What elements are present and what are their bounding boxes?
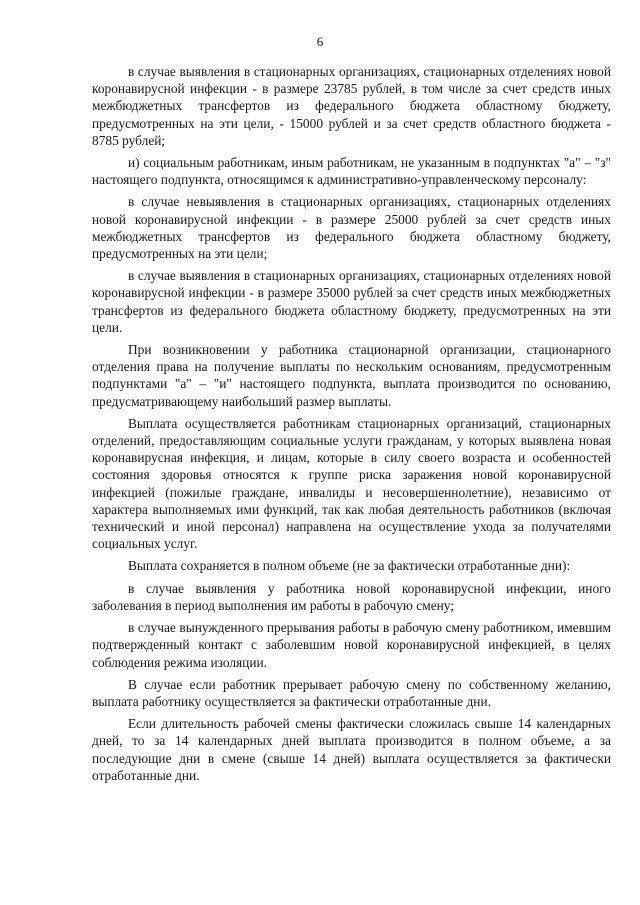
paragraph: в случае выявления у работника новой коронавирусной инфекции, иного заболевания в период выполнения им работы в рабочую смену; [92,580,611,613]
document-body [92,63,611,784]
paragraph: В случае если работник прерывает рабочую смену по собственному желанию, выплата работнику осуществляется за фактически отработанные дни. [92,676,611,709]
paragraph: в случае невыявления в стационарных организациях, стационарных отделениях новой коронавирусной инфекции - в размере 25000 рублей за счет средств иных межбюджетных трансфертов из федерального бюджета областному бюджету, предусмотренных на эти цели; [92,194,611,262]
paragraph: Выплата сохраняется в полном объеме (не за фактически отработанные дни): [128,558,571,574]
page-number: 6 [316,34,324,49]
paragraph: Если длительность рабочей смены фактически сложилась свыше 14 календарных дней, то за 14 календарных дней выплата производится в полном объеме, а за последующие дни в смене (свыше 14 дней) выплата осуществляется за фактически отработанные дни. [92,716,611,783]
paragraph: Выплата осуществляется работникам стационарных организаций, стационарных отделений, предоставляющим социальные услуги гражданам, у которых выявлена новая коронавирусная инфекция, и лицам, которые в силу своего возраста и особенностей состояния здоровья относятся к группе риска заражения новой коронавирусной инфекцией (пожилые граждане, инвалиды и несовершеннолетние), независимо от характера выполняемых ими функций, так как любая деятельность работников (включая технический и иной персонал) направлена на осуществление ухода за получателями социальных услуг. [92,415,611,552]
paragraph: в случае выявления в стационарных организациях, стационарных отделениях новой коронавирусной инфекции - в размере 35000 рублей за счет средств иных межбюджетных трансфертов из федерального бюджета областному бюджету, предусмотренных на эти цели. [92,268,611,335]
paragraph: в случае вынужденного прерывания работы в рабочую смену работником, имевшим подтвержденный контакт с заболевшим новой коронавирусной инфекцией, в целях соблюдения режима изоляции. [92,620,611,670]
paragraph: в случае выявления в стационарных организациях, стационарных отделениях новой коронавирусной инфекции - в размере 23785 рублей, в том числе за счет средств иных межбюджетных трансфертов из федерального бюджета областному бюджету, предусмотренных на эти цели, - 15000 рублей и за счет средств областного бюджета - 8785 рублей; [92,64,611,148]
paragraph: При возникновении у работника стационарной организации, стационарного отделения права на получение выплаты по нескольким основаниям, предусмотренным подпунктами "а" – "и" настоящего подпункта, выплата производится по основанию, предусматривающему наибольший размер выплаты. [92,342,611,409]
paragraph: и) социальным работникам, иным работникам, не указанным в подпунктах "а" – "з" настоящего подпункта, относящимся к административно-управленческому персоналу: [92,155,611,188]
